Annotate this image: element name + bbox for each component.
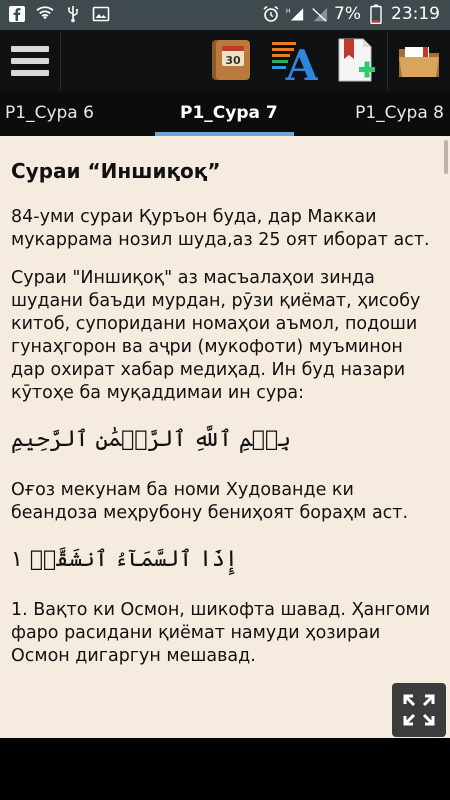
- tab-surah-8[interactable]: P1_Сура 8: [355, 103, 444, 123]
- surah-content[interactable]: [0, 136, 450, 738]
- signal-icon: [286, 5, 304, 23]
- scrollbar[interactable]: [444, 140, 448, 174]
- battery-percent: 7%: [334, 4, 361, 24]
- toolbar-divider: [60, 32, 61, 90]
- usb-icon: [64, 5, 82, 23]
- basmala-translation: Оғоз мекунам ба номи Худованде ки беандоза меҳрубону бениҳоят бораҳм аст.: [11, 480, 409, 523]
- tab-surah-6[interactable]: P1_Сура 6: [5, 103, 94, 123]
- status-right: [262, 4, 440, 24]
- basmala-arabic: بِسۡمِ ٱللَّهِ ٱلرَّحۡمَٰنِ ٱلرَّحِيمِ: [11, 427, 292, 452]
- content-body: [0, 136, 450, 668]
- calendar-number: 30: [225, 54, 241, 67]
- font-icon: [270, 38, 318, 84]
- surah-tabs: [0, 92, 450, 136]
- status-bar: [0, 0, 450, 30]
- fullscreen-button[interactable]: [392, 683, 446, 737]
- font-settings-button[interactable]: [263, 30, 325, 92]
- surah-description: Сураи "Иншиқоқ" аз масъалаҳои зинда шудани баъди мурдан, рӯзи қиёмат, ҳисобу китоб, супоридани номаҳои аъмол, подоши гунаҳгорон ва аҷри (мукофоти) муъминон дар охират хабар медиҳад. Ин буд назари кӯтоҳе ба муқаддимаи ин сура:: [11, 268, 421, 403]
- status-left-icons: [8, 5, 110, 23]
- menu-button[interactable]: [0, 30, 60, 92]
- add-bookmark-icon: [335, 37, 377, 85]
- bottom-bar: [0, 738, 450, 800]
- facebook-icon: [8, 5, 26, 23]
- svg-text:H: H: [286, 9, 291, 16]
- folder-icon: [397, 41, 441, 81]
- clock: 23:19: [391, 4, 440, 24]
- surah-intro: 84-уми сураи Қуръон буда, дар Маккаи мукаррама нозил шуда,аз 25 оят иборат аст.: [11, 207, 430, 250]
- tab-surah-7[interactable]: P1_Сура 7: [180, 103, 278, 123]
- font-letter: A: [285, 41, 318, 84]
- bookmarks-folder-button[interactable]: [388, 30, 450, 92]
- hamburger-icon: [11, 46, 49, 76]
- expand-icon: [401, 692, 437, 728]
- calendar-book-button[interactable]: [201, 30, 263, 92]
- wifi-icon: [36, 5, 54, 23]
- add-bookmark-button[interactable]: [325, 30, 387, 92]
- calendar-book-icon: [210, 38, 254, 84]
- no-sim-icon: [310, 5, 328, 23]
- battery-icon: [367, 5, 385, 23]
- verse-1-arabic: إِذَا ٱلسَّمَآءُ ٱنشَقَّتۡ ١: [11, 547, 238, 572]
- image-icon: [92, 5, 110, 23]
- toolbar: [0, 30, 450, 92]
- verse-1-translation: 1. Вақто ки Осмон, шикофта шавад. Ҳангоми фаро расидани қиёмат намуди ҳозираи Осмон дигаргун мешавад.: [11, 600, 431, 666]
- alarm-icon: [262, 5, 280, 23]
- surah-title: Сураи “Иншиқоқ”: [11, 159, 221, 183]
